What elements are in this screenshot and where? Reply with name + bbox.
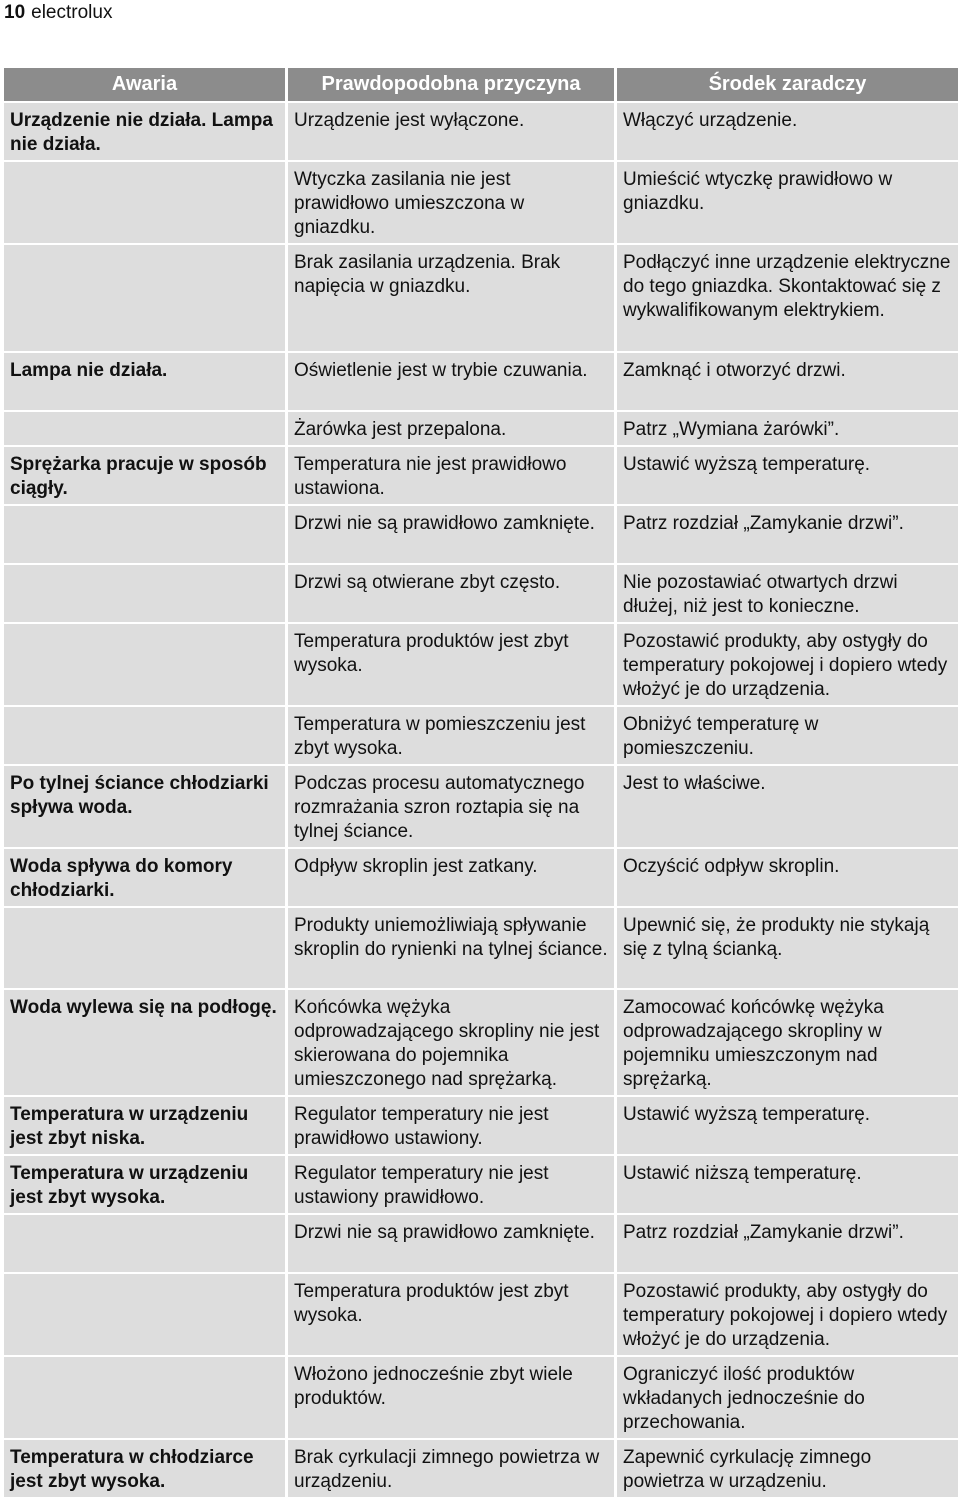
remedy-cell: Ustawić wyższą temperaturę.	[617, 445, 958, 504]
cause-cell: Wtyczka zasilania nie jest prawidłowo umieszczona w gniazdku.	[288, 160, 617, 243]
cause-cell: Regulator temperatury nie jest ustawiony prawidłowo.	[288, 1154, 617, 1213]
remedy-cell: Pozostawić produkty, aby ostygły do temperatury pokojowej i dopiero wtedy włożyć je do urządzenia.	[617, 1272, 958, 1355]
remedy-cell: Jest to właściwe.	[617, 764, 958, 847]
remedy-cell: Patrz rozdział „Zamykanie drzwi”.	[617, 1213, 958, 1272]
remedy-cell: Ustawić niższą temperaturę.	[617, 1154, 958, 1213]
page-header	[4, 0, 112, 26]
fault-cell	[4, 1355, 288, 1438]
cause-cell: Włożono jednocześnie zbyt wiele produktów.	[288, 1355, 617, 1438]
fault-cell	[4, 243, 288, 351]
remedy-cell: Zamknąć i otworzyć drzwi.	[617, 351, 958, 410]
remedy-cell: Patrz „Wymiana żarówki”.	[617, 410, 958, 445]
remedy-cell: Patrz rozdział „Zamykanie drzwi”.	[617, 504, 958, 563]
cause-cell: Brak cyrkulacji zimnego powietrza w urządzeniu.	[288, 1438, 617, 1497]
fault-cell	[4, 906, 288, 988]
cause-cell: Produkty uniemożliwiają spływanie skroplin do rynienki na tylnej ściance.	[288, 906, 617, 988]
table-row	[4, 847, 958, 906]
cause-cell: Oświetlenie jest w trybie czuwania.	[288, 351, 617, 410]
table-row	[4, 160, 958, 243]
table-row	[4, 445, 958, 504]
remedy-cell: Ograniczyć ilość produktów wkładanych jednocześnie do przechowania.	[617, 1355, 958, 1438]
column-header-fault: Awaria	[4, 68, 288, 101]
column-header-cause: Prawdopodobna przyczyna	[288, 68, 617, 101]
fault-cell: Temperatura w chłodziarce jest zbyt wysoka.	[4, 1438, 288, 1497]
remedy-cell: Umieścić wtyczkę prawidłowo w gniazdku.	[617, 160, 958, 243]
table-row	[4, 504, 958, 563]
fault-cell: Woda wylewa się na podłogę.	[4, 988, 288, 1095]
remedy-cell: Zamocować końcówkę wężyka odprowadzającego skropliny w pojemniku umieszczonym nad sprężarką.	[617, 988, 958, 1095]
fault-cell	[4, 1272, 288, 1355]
fault-cell: Woda spływa do komory chłodziarki.	[4, 847, 288, 906]
fault-cell	[4, 1213, 288, 1272]
cause-cell: Końcówka wężyka odprowadzającego skropliny nie jest skierowana do pojemnika umieszczonego nad sprężarką.	[288, 988, 617, 1095]
cause-cell: Temperatura nie jest prawidłowo ustawiona.	[288, 445, 617, 504]
cause-cell: Drzwi nie są prawidłowo zamknięte.	[288, 504, 617, 563]
table-row	[4, 243, 958, 351]
cause-cell: Drzwi nie są prawidłowo zamknięte.	[288, 1213, 617, 1272]
remedy-cell: Oczyścić odpływ skroplin.	[617, 847, 958, 906]
cause-cell: Brak zasilania urządzenia. Brak napięcia w gniazdku.	[288, 243, 617, 351]
remedy-cell: Włączyć urządzenie.	[617, 101, 958, 160]
fault-cell: Urządzenie nie działa. Lampa nie działa.	[4, 101, 288, 160]
table-row	[4, 622, 958, 705]
remedy-cell: Pozostawić produkty, aby ostygły do temperatury pokojowej i dopiero wtedy włożyć je do urządzenia.	[617, 622, 958, 705]
table-row	[4, 705, 958, 764]
brand-name: electrolux	[31, 2, 113, 23]
fault-cell	[4, 563, 288, 622]
table-row	[4, 351, 958, 410]
cause-cell: Odpływ skroplin jest zatkany.	[288, 847, 617, 906]
cause-cell: Podczas procesu automatycznego rozmrażania szron roztapia się na tylnej ściance.	[288, 764, 617, 847]
fault-cell: Po tylnej ściance chłodziarki spływa woda.	[4, 764, 288, 847]
table-row	[4, 563, 958, 622]
cause-cell: Temperatura produktów jest zbyt wysoka.	[288, 622, 617, 705]
table-row	[4, 1154, 958, 1213]
table-row	[4, 906, 958, 988]
table-row	[4, 1272, 958, 1355]
remedy-cell: Upewnić się, że produkty nie stykają się z tylną ścianką.	[617, 906, 958, 988]
table-row	[4, 1213, 958, 1272]
fault-cell	[4, 622, 288, 705]
fault-cell	[4, 705, 288, 764]
troubleshooting-table	[4, 68, 958, 1497]
fault-cell	[4, 410, 288, 445]
column-header-remedy: Środek zaradczy	[617, 68, 958, 101]
fault-cell: Lampa nie działa.	[4, 351, 288, 410]
remedy-cell: Podłączyć inne urządzenie elektryczne do tego gniazdka. Skontaktować się z wykwalifikowanym elektrykiem.	[617, 243, 958, 351]
table-row	[4, 410, 958, 445]
cause-cell: Temperatura w pomieszczeniu jest zbyt wysoka.	[288, 705, 617, 764]
fault-cell: Temperatura w urządzeniu jest zbyt niska.	[4, 1095, 288, 1154]
page-number: 10	[4, 2, 26, 23]
table-row	[4, 1355, 958, 1438]
cause-cell: Regulator temperatury nie jest prawidłowo ustawiony.	[288, 1095, 617, 1154]
fault-cell: Sprężarka pracuje w sposób ciągły.	[4, 445, 288, 504]
fault-cell	[4, 160, 288, 243]
table-row	[4, 764, 958, 847]
fault-cell	[4, 504, 288, 563]
table-row	[4, 1438, 958, 1497]
table-row	[4, 988, 958, 1095]
cause-cell: Drzwi są otwierane zbyt często.	[288, 563, 617, 622]
table-row	[4, 1095, 958, 1154]
cause-cell: Temperatura produktów jest zbyt wysoka.	[288, 1272, 617, 1355]
cause-cell: Żarówka jest przepalona.	[288, 410, 617, 445]
remedy-cell: Nie pozostawiać otwartych drzwi dłużej, niż jest to konieczne.	[617, 563, 958, 622]
cause-cell: Urządzenie jest wyłączone.	[288, 101, 617, 160]
remedy-cell: Obniżyć temperaturę w pomieszczeniu.	[617, 705, 958, 764]
remedy-cell: Zapewnić cyrkulację zimnego powietrza w urządzeniu.	[617, 1438, 958, 1497]
remedy-cell: Ustawić wyższą temperaturę.	[617, 1095, 958, 1154]
fault-cell: Temperatura w urządzeniu jest zbyt wysoka.	[4, 1154, 288, 1213]
table-row	[4, 101, 958, 160]
table-header-row	[4, 68, 958, 101]
